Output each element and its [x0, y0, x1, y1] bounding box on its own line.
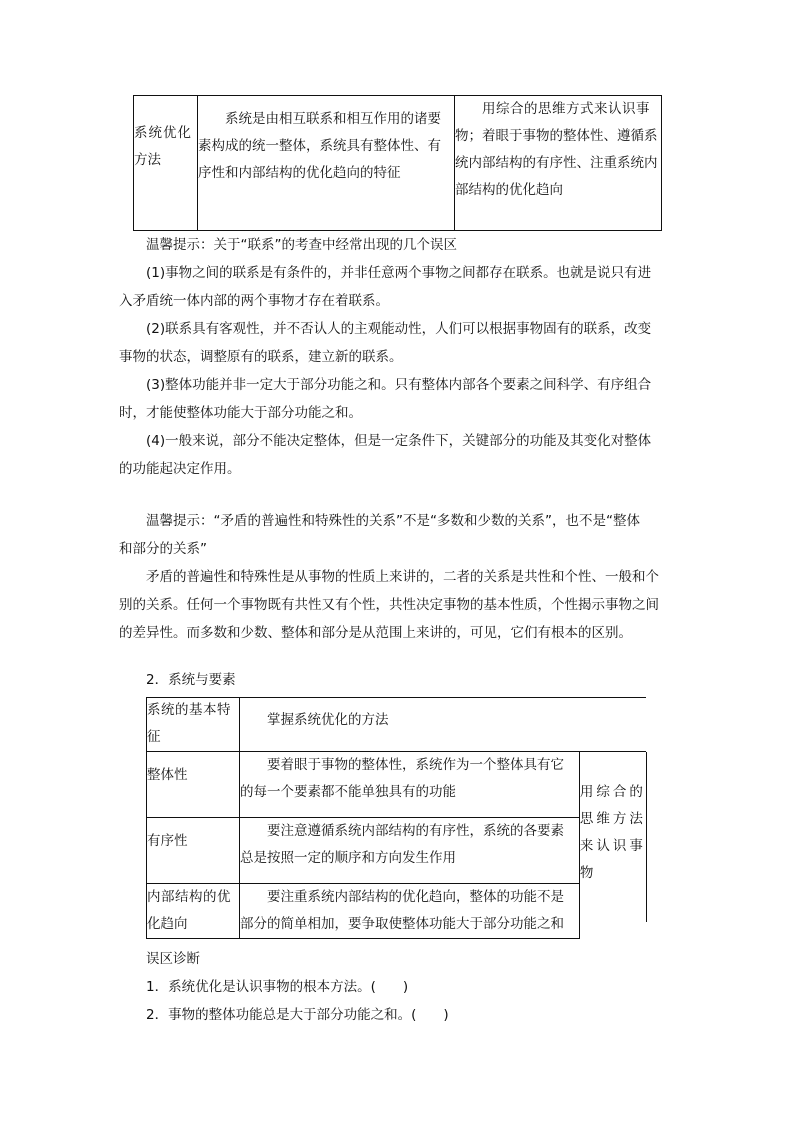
tip2-body-line: 的差异性。而多数和少数、整体和部分是从范围上来讲的，可见，它们有根本的区别。 — [119, 625, 632, 641]
table-cell-approach — [455, 96, 662, 231]
diagnosis-item: 2．事物的整体功能总是大于部分功能之和。( ) — [146, 1007, 449, 1023]
table-row — [147, 752, 647, 818]
cell-line: 用综合的 — [579, 784, 646, 800]
tip-item-line: 的功能起决定作用。 — [119, 461, 241, 477]
cell-line: 要着眼于事物的整体性，系统作为一个整体具有它 — [267, 757, 564, 773]
cell-line: 系统优化 — [134, 125, 192, 141]
cell-line: 整体性 — [147, 767, 188, 783]
tip-item-line: (1)事物之间的联系是有条件的，并非任意两个事物之间都存在联系。也就是说只有进 — [146, 265, 652, 281]
feature-cell — [147, 818, 240, 884]
cell-line: 总是按照一定的顺序和方向发生作用 — [240, 850, 456, 866]
cell-line: 来认识事 — [579, 838, 646, 854]
tip-title: 温馨提示：关于“联系”的考查中经常出现的几个误区 — [146, 237, 457, 253]
tip-item-line: (2)联系具有客观性，并不否认人的主观能动性，人们可以根据事物固有的联系，改变 — [146, 321, 652, 337]
cell-line: 要注重系统内部结构的优化趋向，整体的功能不是 — [267, 889, 564, 905]
cell-line: 思维方法 — [579, 811, 646, 827]
cell-line: 用综合的思维方式来认识事 — [482, 101, 650, 117]
table-row — [134, 96, 662, 231]
cell-line: 部结构的优化趋向 — [455, 182, 563, 198]
system-optimization-table — [133, 95, 662, 231]
cell-line: 有序性 — [147, 833, 188, 849]
method-cell — [240, 752, 580, 818]
cell-line: 物 — [579, 865, 594, 881]
tip-item-line: 入矛盾统一体内部的两个事物才存在着联系。 — [119, 293, 389, 309]
table-row — [147, 818, 647, 884]
side-cell — [579, 752, 646, 939]
cell-line: 部分的简单相加，要争取使整体功能大于部分功能之和 — [240, 916, 564, 932]
tip2-title-line: 温馨提示：“矛盾的普遍性和特殊性的关系”不是“多数和少数的关系”，也不是“整体 — [146, 513, 640, 529]
cell-line: 征 — [147, 729, 161, 745]
table-cell-method — [134, 96, 198, 231]
method-cell — [240, 884, 580, 939]
header-feature-cell — [147, 697, 240, 752]
table-cell-definition — [198, 96, 455, 231]
method-cell — [240, 818, 580, 884]
system-elements-table — [146, 697, 646, 939]
tip2-body-line: 矛盾的普遍性和特殊性是从事物的性质上来讲的，二者的关系是共性和个性、一般和个 — [146, 569, 659, 585]
cell-line: 系统的基本特 — [147, 702, 231, 718]
diagnosis-title: 误区诊断 — [146, 951, 200, 967]
cell-line: 物；着眼于事物的整体性、遵循系 — [455, 128, 658, 144]
tip-item-line: 事物的状态，调整原有的联系，建立新的联系。 — [119, 349, 403, 365]
tip2-body-line: 别的关系。任何一个事物既有共性又有个性，共性决定事物的基本性质，个性揭示事物之间 — [119, 597, 659, 613]
cell-line: 要注意遵循系统内部结构的有序性，系统的各要素 — [267, 823, 564, 839]
cell-line: 化趋向 — [147, 916, 188, 932]
cell-line: 系统是由相互联系和相互作用的诸要 — [225, 111, 441, 127]
side-cell-right-rule — [646, 752, 647, 922]
cell-line: 方法 — [134, 152, 161, 168]
feature-cell — [147, 752, 240, 818]
feature-cell — [147, 884, 240, 939]
cell-line: 掌握系统优化的方法 — [267, 712, 389, 728]
diagnosis-item: 1．系统优化是认识事物的根本方法。( ) — [146, 979, 409, 995]
tip-item-line: 时，才能使整体功能大于部分功能之和。 — [119, 405, 362, 421]
tip-item-line: (3)整体功能并非一定大于部分功能之和。只有整体内部各个要素之间科学、有序组合 — [146, 377, 652, 393]
cell-line: 的每一个要素都不能单独具有的功能 — [240, 784, 456, 800]
cell-line: 序性和内部结构的优化趋向的特征 — [198, 165, 401, 181]
cell-line: 素构成的统一整体，系统具有整体性、有 — [198, 138, 441, 154]
header-method-cell — [240, 697, 647, 752]
cell-line: 内部结构的优 — [147, 889, 231, 905]
section-heading: 2．系统与要素 — [146, 672, 236, 688]
table-header-row — [147, 697, 647, 752]
table-row — [147, 884, 647, 939]
tip-item-line: (4)一般来说，部分不能决定整体，但是一定条件下，关键部分的功能及其变化对整体 — [146, 433, 652, 449]
tip2-title-line: 和部分的关系” — [119, 541, 207, 557]
cell-line: 统内部结构的有序性、注重系统内 — [455, 155, 658, 171]
